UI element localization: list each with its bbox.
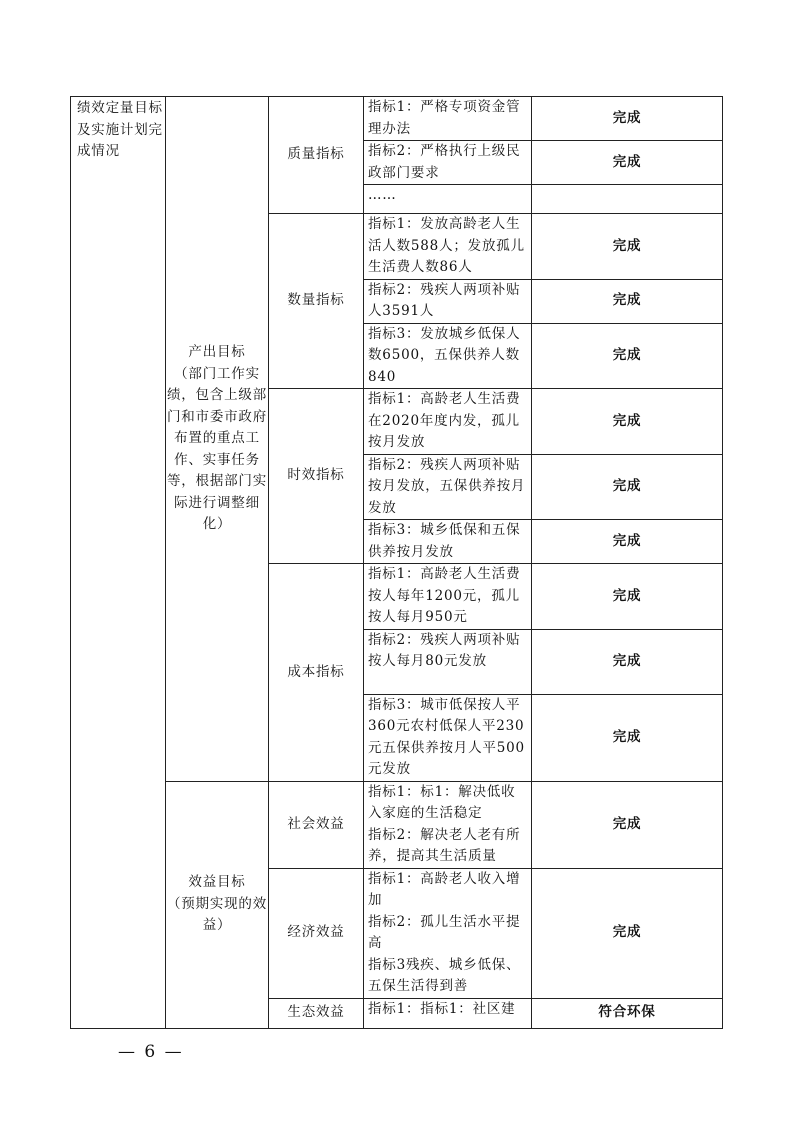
indicator-cell: 指标1：指标1：社区建 <box>364 998 532 1028</box>
benefit-goal-cell <box>166 781 269 1028</box>
indicator-cell: 指标3：城乡低保和五保供养按月发放 <box>364 520 532 564</box>
ecological-label: 生态效益 <box>269 998 364 1028</box>
economic-label: 经济效益 <box>269 868 364 998</box>
output-goal-title: 产出目标 <box>188 344 246 360</box>
cost-label: 成本指标 <box>269 564 364 782</box>
output-goal-note: （部门工作实绩，包含上级部门和市委市政府布置的重点工作、实事任务等，根据部门实际进行调整细化） <box>166 365 268 532</box>
indicator-cell: 指标1：发放高龄老人生活人数588人；发放孤儿生活费人数86人 <box>364 214 532 280</box>
result-cell: 完成 <box>532 868 723 998</box>
result-cell: 符合环保 <box>532 998 723 1028</box>
result-cell: 完成 <box>532 141 723 185</box>
result-cell: 完成 <box>532 629 723 694</box>
social-label: 社会效益 <box>269 781 364 868</box>
indicator-cell: 指标2：严格执行上级民政部门要求 <box>364 141 532 185</box>
indicator-cell: 指标2：残疾人两项补贴人3591人 <box>364 279 532 323</box>
performance-table <box>70 96 723 1029</box>
result-cell: 完成 <box>532 279 723 323</box>
social-indicator-1: 指标1：标1：解决低收入家庭的生活稳定 <box>368 783 516 821</box>
benefit-goal-title: 效益目标 <box>188 874 246 891</box>
indicator-cell: 指标2：残疾人两项补贴按人每月80元发放 <box>364 629 532 694</box>
indicator-cell: …… <box>364 185 532 214</box>
indicator-cell: 指标1：严格专项资金管理办法 <box>364 97 532 141</box>
result-cell <box>532 185 723 214</box>
economic-indicator-3: 指标3残疾、城乡低保、五保生活得到善 <box>368 956 521 994</box>
indicator-cell: 指标3：城市低保按人平360元农村低保人平230元五保供养按月人平500元发放 <box>364 694 532 781</box>
quality-label: 质量指标 <box>269 97 364 214</box>
result-cell: 完成 <box>532 323 723 389</box>
category-cell: 绩效定量目标及实施计划完成情况 <box>71 97 166 1029</box>
result-cell: 完成 <box>532 214 723 280</box>
page-number: — 6 — <box>118 1042 184 1062</box>
result-cell: 完成 <box>532 694 723 781</box>
result-cell: 完成 <box>532 781 723 868</box>
output-goal-cell <box>166 97 269 782</box>
result-cell: 完成 <box>532 564 723 630</box>
indicator-cell: 指标1：高龄老人生活费在2020年度内发，孤儿按月发放 <box>364 389 532 455</box>
result-cell: 完成 <box>532 520 723 564</box>
economic-indicator-1: 指标1：高龄老人收入增加 <box>368 870 521 908</box>
indicator-cell: 指标1：高龄老人生活费按人每年1200元，孤儿按人每月950元 <box>364 564 532 630</box>
indicator-cell <box>364 781 532 868</box>
result-cell: 完成 <box>532 389 723 455</box>
benefit-goal-note: （预期实现的效益） <box>166 895 268 934</box>
indicator-cell <box>364 868 532 998</box>
result-cell: 完成 <box>532 97 723 141</box>
social-indicator-2: 指标2：解决老人老有所养，提高其生活质量 <box>368 826 521 864</box>
economic-indicator-2: 指标2：孤儿生活水平提高 <box>368 913 521 951</box>
timeliness-label: 时效指标 <box>269 389 364 564</box>
result-cell: 完成 <box>532 454 723 520</box>
indicator-cell: 指标3：发放城乡低保人数6500，五保供养人数840 <box>364 323 532 389</box>
quantity-label: 数量指标 <box>269 214 364 389</box>
indicator-cell: 指标2：残疾人两项补贴按月发放，五保供养按月发放 <box>364 454 532 520</box>
